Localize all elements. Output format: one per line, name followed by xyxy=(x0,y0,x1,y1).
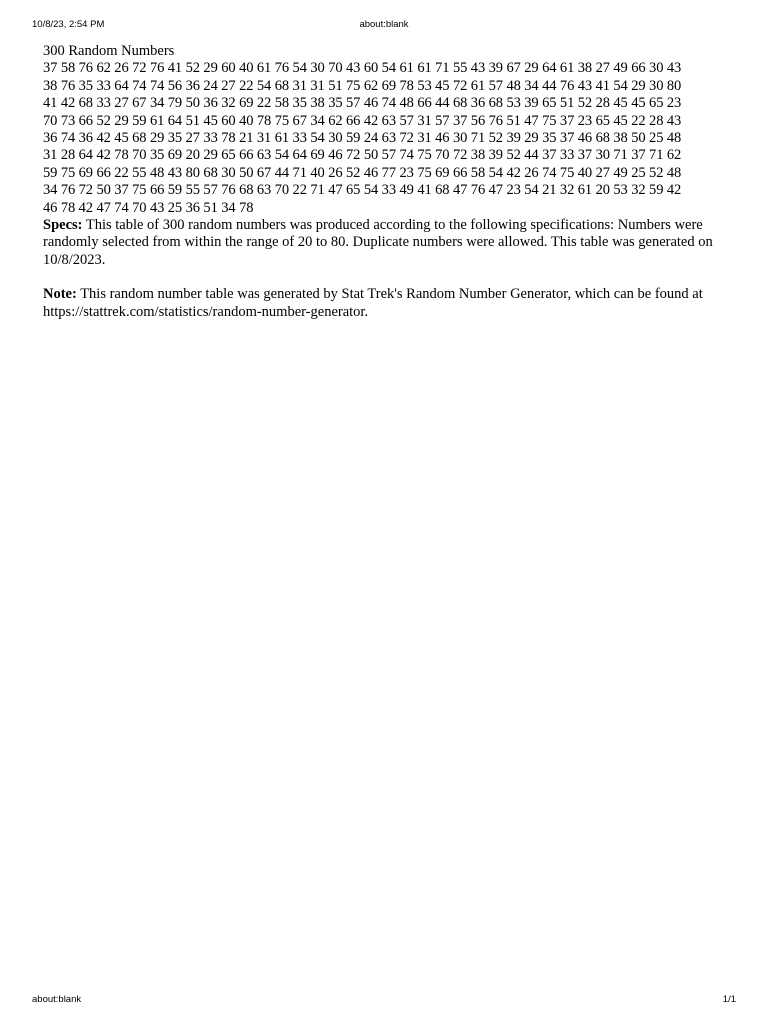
note-label: Note: xyxy=(43,286,77,303)
number-line: 41 42 68 33 27 67 34 79 50 36 32 69 22 58 35 38 35 57 46 74 48 66 44 68 36 68 53 39 65 51 52 28 45 45 65 23 xyxy=(43,95,682,112)
print-header xyxy=(0,18,768,32)
specs-paragraph xyxy=(43,217,723,269)
number-line: 46 78 42 47 74 70 43 25 36 51 34 78 xyxy=(43,199,254,216)
note-paragraph xyxy=(43,286,723,321)
number-line: 34 76 72 50 37 75 66 59 55 57 76 68 63 70 22 71 47 65 54 33 49 41 68 47 76 47 23 54 21 32 61 20 53 32 59 42 xyxy=(43,182,682,199)
document-body xyxy=(43,43,723,321)
print-datetime: 10/8/23, 2:54 PM xyxy=(32,19,105,30)
number-line: 36 74 36 42 45 68 29 35 27 33 78 21 31 61 33 54 30 59 24 63 72 31 46 30 71 52 39 29 35 37 46 68 38 50 25 48 xyxy=(43,130,682,147)
number-line: 31 28 64 42 78 70 35 69 20 29 65 66 63 54 64 69 46 72 50 57 74 75 70 72 38 39 52 44 37 33 37 30 71 37 71 62 xyxy=(43,147,682,164)
specs-text: This table of 300 random numbers was produced according to the following specifications: Numbers were randomly selected from within the range of 20 to 80. Duplicate numbers were allowed. This table was generated on 10/8/2023. xyxy=(43,217,713,268)
random-numbers-block xyxy=(43,60,723,217)
number-line: 38 76 35 33 64 74 74 56 36 24 27 22 54 68 31 31 51 75 62 69 78 53 45 72 61 57 48 34 44 76 43 41 54 29 30 80 xyxy=(43,77,682,94)
number-line: 37 58 76 62 26 72 76 41 52 29 60 40 61 76 54 30 70 43 60 54 61 61 71 55 43 39 67 29 64 61 38 27 49 66 30 43 xyxy=(43,60,682,77)
print-footer-url: about:blank xyxy=(32,994,82,1005)
number-line: 70 73 66 52 29 59 61 64 51 45 60 40 78 75 67 34 62 66 42 63 57 31 57 37 56 76 51 47 75 37 23 65 45 22 28 43 xyxy=(43,112,682,129)
note-text: This random number table was generated by Stat Trek's Random Number Generator, which can be found at https://stattrek.com/statistics/random-number-generator. xyxy=(43,286,703,320)
number-line: 59 75 69 66 22 55 48 43 80 68 30 50 67 44 71 40 26 52 46 77 23 75 69 66 58 54 42 26 74 75 40 27 49 25 52 48 xyxy=(43,164,682,181)
print-footer xyxy=(0,993,768,1007)
specs-label: Specs: xyxy=(43,217,83,234)
print-page-title: about:blank xyxy=(359,19,409,30)
document-title: 300 Random Numbers xyxy=(43,43,175,59)
print-page-number: 1/1 xyxy=(722,994,736,1005)
